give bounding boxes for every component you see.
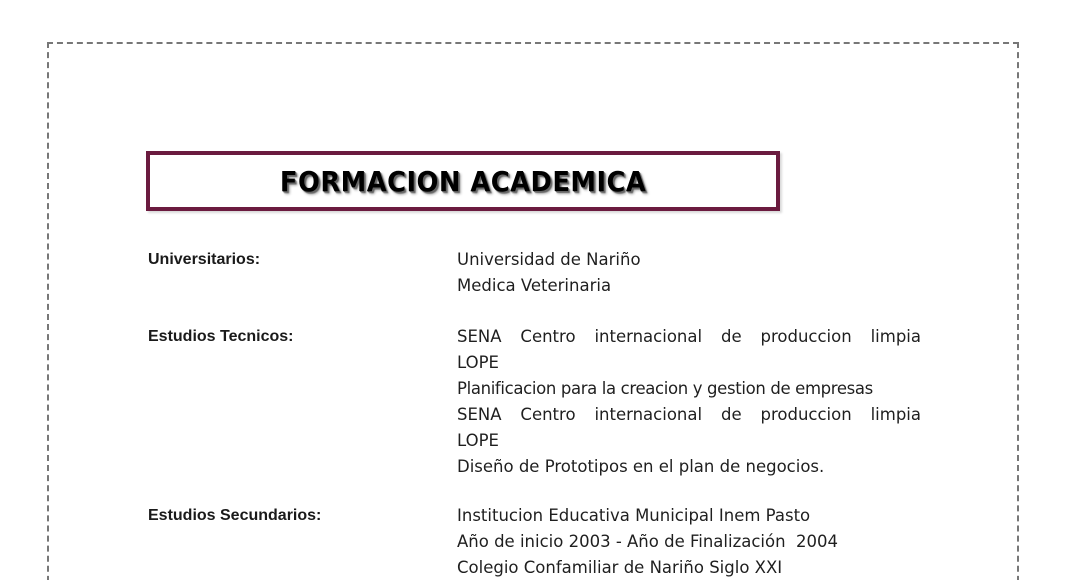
detail-line: Medica Veterinaria: [457, 276, 612, 295]
detail-line: Planificacion para la creacion y gestion de empresas: [457, 379, 873, 398]
detail-line: SENA Centro internacional de produccion limpia: [457, 327, 921, 346]
detail-line: LOPE: [457, 431, 499, 450]
section-label-university: Universitarios:: [148, 251, 261, 268]
detail-line: Universidad de Nariño: [457, 250, 641, 269]
detail-line: SENA Centro internacional de produccion limpia: [457, 405, 921, 424]
detail-line: Colegio Confamiliar de Nariño Siglo XXI: [457, 558, 783, 577]
detail-line: Diseño de Prototipos en el plan de negocios.: [457, 457, 825, 476]
detail-line: Institucion Educativa Municipal Inem Pasto: [457, 506, 811, 525]
section-label-secondary: Estudios Secundarios:: [148, 507, 322, 524]
detail-line: Año de inicio 2003 - Año de Finalización 2004: [457, 532, 839, 551]
section-label-technical: Estudios Tecnicos:: [148, 328, 294, 345]
section-details-technical: [457, 324, 921, 480]
page-border: [47, 42, 1019, 580]
section-details-secondary: [457, 503, 921, 580]
section-title: FORMACION ACADEMICA: [279, 164, 647, 198]
section-details-university: [457, 247, 921, 299]
section-title-box: [146, 151, 780, 211]
detail-line: LOPE: [457, 353, 499, 372]
